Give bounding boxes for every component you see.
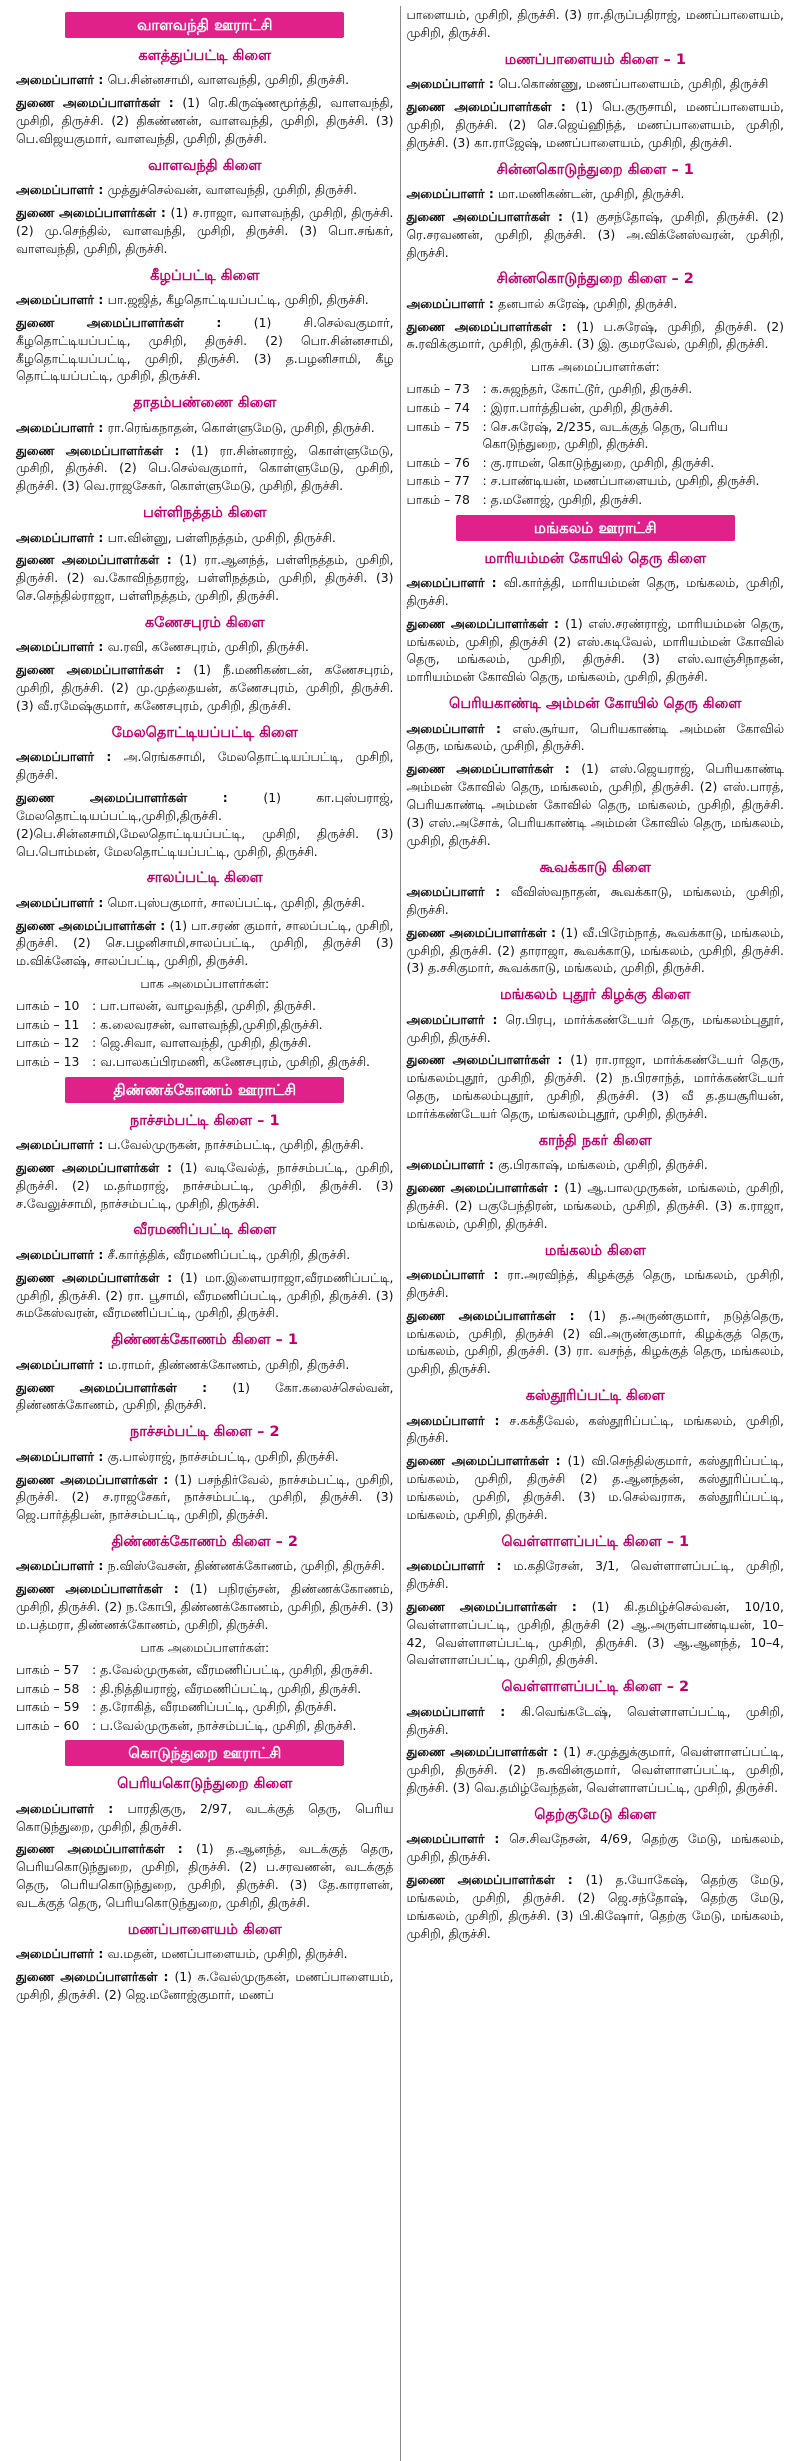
secretary-value: ம.ராமர், திண்ணக்கோணம், முசிறி, திருச்சி. xyxy=(107,1356,350,1372)
ward-row xyxy=(16,1698,394,1716)
deputies-value: (1) ப.சுரேஷ், முசிறி, திருச்சி. (2) சு.ரவிக்குமார், முசிறி, திருச்சி. (3) இ. குமரவேல், முசிறி, திருச்சி. xyxy=(406,318,784,352)
deputies-line xyxy=(16,442,394,496)
panchayat-heading: திண்ணக்கோணம் ஊராட்சி xyxy=(65,1077,344,1103)
deputies-line xyxy=(16,314,394,385)
secretary-line xyxy=(407,1703,785,1739)
secretary-value: ப.வேல்முருகன், நாச்சம்பட்டி, முசிறி, திருச்சி. xyxy=(107,1137,364,1153)
secretary-line xyxy=(16,1136,394,1154)
branch-section xyxy=(407,551,785,687)
ward-number: பாகம் – 12 xyxy=(16,1035,80,1051)
secretary-value: ரா.அரவிந்த், கிழக்குத் தெரு, மங்கலம், முசிறி, திருச்சி. xyxy=(406,1267,785,1300)
secretary-label: அமைப்பாளர் : xyxy=(406,720,513,736)
branch-section xyxy=(16,725,394,861)
ward-row xyxy=(16,1034,394,1052)
ward-number: பாகம் – 78 xyxy=(406,492,470,507)
secretary-line xyxy=(407,574,785,610)
secretary-label: அமைப்பாளர் : xyxy=(16,1558,108,1574)
deputies-label: துணை அமைப்பாளர்கள் : xyxy=(406,924,561,940)
deputies-value: (1) எஸ்.சரண்ராஜ், மாரியம்மன் தெரு, மங்கலம், முசிறி, திருச்சி (2) எஸ்.கடிவேல், மாரியம்மன் கோவில் தெரு, மங்கலம், முசிறி, திருச்சி. (3) எஸ்.வாஞ்சிநாதன், மாரியம்மன் கோவில் தெரு, மங்கலம், முசிறி, திருச்சி. xyxy=(406,615,784,685)
deputies-value: (1) ரா.சின்னராஜ், கொள்ளுமேடு, முசிறி, திருச்சி. (2) பெ.செல்வகுமார், கொள்ளுமேடு, முசிறி, திருச்சி. (3) வெ.ராஜசேகர், கொள்ளுமேடு, முசிறி, திருச்சி. xyxy=(16,442,394,494)
secretary-value: ரா.ரெங்கநாதன், கொள்ளுமேடு, முசிறி, திருச்சி. xyxy=(107,419,375,435)
branch-section xyxy=(407,1679,785,1797)
deputies-line xyxy=(16,1840,394,1911)
deputies-value: (1) ச.ராஜா, வாளவந்தி, முசிறி, திருச்சி. (2) மு.செந்தில், வாளவந்தி, முசிறி, திருச்சி. (3) பொ.சங்கர், வாளவந்தி, முசிறி, திருச்சி. xyxy=(16,205,394,256)
secretary-value: பாரதிகுரு, 2/97, வடக்குத் தெரு, பெரிய கொடுந்துறை, முசிறி, திருச்சி. xyxy=(16,1800,394,1834)
branch-section xyxy=(16,1332,394,1414)
branch-title: பள்ளிநத்தம் கிளை xyxy=(143,505,267,522)
ward-organizer: : இரா.பார்த்திபன், முசிறி, திருச்சி. xyxy=(482,399,674,415)
deputies-value: (1) ரா.ஆனந்த், பள்ளிநத்தம், முசிறி, திருச்சி. (2) வ.கோவிந்தராஜ், பள்ளிநத்தம், முசிறி, திருச்சி. (3) செ.செந்தில்ராஜா, பள்ளிநத்தம், முசிறி, திருச்சி. xyxy=(16,552,394,604)
branch-title: திண்ணக்கோணம் கிளை – 1 xyxy=(111,1332,298,1349)
branch-section xyxy=(407,1807,785,1943)
deputies-value: (1) நீ.மணிகண்டன், கணேசபுரம், முசிறி, திருச்சி. (2) மு.முத்தையன், கணேசபுரம், முசிறி, திருச்சி. (3) வீ.ரமேஷ்குமார், கணேசபுரம், முசிறி, திருச்சி. xyxy=(16,662,394,713)
ward-row xyxy=(16,1053,394,1071)
branch-title: மாரியம்மன் கோயில் தெரு கிளை xyxy=(484,550,707,567)
deputies-label: துணை அமைப்பாளர்கள் : xyxy=(16,1581,190,1597)
ward-number: பாகம் – 10 xyxy=(16,998,80,1014)
panchayat-heading: மங்கலம் ஊராட்சி xyxy=(456,515,735,541)
deputies-value: (1) வி.செந்தில்குமார், கஸ்தூரிப்பட்டி, மங்கலம், முசிறி, திருச்சி (2) த.ஆனந்தன், கஸ்தூரிப்பட்டி, மங்கலம், முசிறி, திருச்சி. (3) ம.செல்வராசு, கஸ்தூரிப்பட்டி, மங்கலம், முசிறி, திருச்சி. xyxy=(406,1453,785,1522)
deputies-line xyxy=(16,1580,394,1634)
deputies-line xyxy=(16,1159,394,1213)
secretary-line xyxy=(407,883,785,919)
ward-number: பாகம் – 75 xyxy=(406,418,470,434)
secretary-line xyxy=(16,1246,394,1264)
branch-title: கணேசபுரம் கிளை xyxy=(144,615,265,631)
secretary-value: மா.மணிகண்டன், முசிறி, திருச்சி. xyxy=(498,185,685,201)
branch-title: வெள்ளாளப்பட்டி கிளை – 1 xyxy=(501,1533,690,1550)
secretary-value: எஸ்.சூர்யா, பெரியகாண்டி அம்மன் கோவில் தெரு, மங்கலம், முசிறி, திருச்சி. xyxy=(406,720,784,754)
secretary-line xyxy=(16,181,394,199)
branch-section xyxy=(16,1534,394,1634)
deputies-label: துணை அமைப்பாளர்கள் : xyxy=(16,1269,181,1285)
branch-section xyxy=(407,1133,785,1233)
deputies-value: (1) ரெ.கிருஷ்ணமூர்த்தி, வாளவந்தி, முசிறி, திருச்சி. (2) திகண்ணன், வாளவந்தி, முசிறி, திருச்சி. (3) பெ.விஜயகுமார், வாளவந்தி, முசிறி, திருச்சி. xyxy=(16,95,394,146)
secretary-line xyxy=(407,295,785,313)
right-column xyxy=(401,6,791,2461)
deputies-label: துணை அமைப்பாளர்கள் : xyxy=(16,552,180,568)
deputies-value: (1) ச.முத்துக்குமார், வெள்ளாளப்பட்டி, முசிறி, திருச்சி. (2) ந.சுவின்குமார், வெள்ளாளப்பட்டி, முசிறி, திருச்சி. (3) வெ.தமிழ்வேந்தன், வெள்ளாளப்பட்டி, முசிறி, திருச்சி. xyxy=(406,1744,784,1796)
deputies-line xyxy=(407,208,785,262)
ward-number: பாகம் – 60 xyxy=(16,1717,80,1733)
secretary-value: அ.ரெங்கசாமி, மேலதொட்டியப்பட்டி, முசிறி, திருச்சி. xyxy=(16,749,394,783)
branch-title: தெற்குமேடு கிளை xyxy=(534,1806,657,1823)
branch-title: வாளவந்தி கிளை xyxy=(148,157,262,174)
ward-organizer: : தி.நித்தியராஜ், வீரமணிப்பட்டி, முசிறி, திருச்சி. xyxy=(92,1680,362,1696)
deputies-line xyxy=(407,1871,785,1942)
deputies-label: துணை அமைப்பாளர்கள் : xyxy=(16,442,191,458)
deputies-label: துணை அமைப்பாளர்கள் : xyxy=(16,917,170,933)
secretary-value: ரெ.பிரபு, மார்க்கண்டேயர் தெரு, மங்கலம்புதூர், முசிறி, திருச்சி. xyxy=(406,1011,784,1045)
secretary-label: அமைப்பாளர் : xyxy=(406,1267,508,1283)
branch-section xyxy=(16,1113,394,1213)
secretary-value: முத்துச்செல்வன், வாளவந்தி, முசிறி, திருச்சி. xyxy=(107,182,358,198)
secretary-label: அமைப்பாளர் : xyxy=(406,1703,521,1719)
ward-organizer: : செ.சுரேஷ், 2/235, வடக்குத் தெரு, பெரிய கொடுந்துறை, முசிறி, திருச்சி. xyxy=(482,418,728,452)
ward-organizer: : ச.பாண்டியன், மணப்பாளையம், முசிறி, திருச்சி. xyxy=(482,473,760,489)
secretary-value: மொ.புஸ்பகுமார், சாலப்பட்டி, முசிறி, திருச்சி. xyxy=(107,894,365,910)
deputies-line xyxy=(407,318,785,354)
secretary-line xyxy=(16,291,394,309)
deputies-label: துணை அமைப்பாளர்கள் : xyxy=(16,662,194,678)
deputies-line xyxy=(407,1307,785,1378)
deputies-line xyxy=(407,615,785,686)
secretary-label: அமைப்பாளர் : xyxy=(406,1011,506,1027)
secretary-value: தனபால் சுரேஷ், முசிறி, திருச்சி. xyxy=(498,295,678,311)
ward-organizer: : த.வேல்முருகன், வீரமணிப்பட்டி, முசிறி, திருச்சி. xyxy=(92,1661,373,1677)
ward-organizers-title: பாக அமைப்பாளர்கள்: xyxy=(140,1639,270,1655)
deputies-label: துணை அமைப்பாளர்கள் : xyxy=(16,1379,233,1395)
ward-row xyxy=(407,399,785,417)
deputies-value: (1) வடிவேல்த், நாச்சம்பட்டி, முசிறி, திருச்சி. (2) ம.தர்மராஜ், நாச்சம்பட்டி, முசிறி, திருச்சி. (3) ச.வேலுச்சாமி, நாச்சம்பட்டி, முசிறி, திருச்சி. xyxy=(16,1159,394,1211)
secretary-value: கு.பிரகாஷ், மங்கலம், முசிறி, திருச்சி. xyxy=(498,1157,708,1173)
secretary-value: ச.கக்தீவேல், கஸ்தூரிப்பட்டி, மங்கலம், முசிறி, திருச்சி. xyxy=(406,1412,784,1446)
deputies-value: (1) எஸ்.ஜெயராஜ், பெரியகாண்டி அம்மன் கோவில் தெரு, மங்கலம், முசிறி, திருச்சி. (2) எஸ்.பாரத், பெரியகாண்டி அம்மன் கோவில் தெரு, மங்கலம், முசிறி, திருச்சி. (3) எஸ்.அசோக், பெரியகாண்டி அம்மன் கோவில் தெரு, மங்கலம், முசிறி, திருச்சி. xyxy=(406,761,784,848)
ward-number: பாகம் – 76 xyxy=(406,454,470,470)
branch-section xyxy=(407,1534,785,1670)
ward-organizers xyxy=(16,976,394,1070)
branch-section xyxy=(407,1243,785,1379)
branch-title: மங்கலம் புதூர் கிழக்கு கிளை xyxy=(500,987,691,1004)
deputies-line xyxy=(16,551,394,605)
deputies-value: (1) த.யோகேஷ், தெற்கு மேடு, மங்கலம், முசிறி, திருச்சி. (2) ஜெ.சந்தோஷ், தெற்கு மேடு, மங்கலம், முசிறி, திருச்சி. (3) பி.கிஷோர், தெற்கு மேடு, மங்கலம், முசிறி, திருச்சி. xyxy=(406,1872,784,1941)
branch-section xyxy=(407,987,785,1123)
secretary-label: அமைப்பாளர் : xyxy=(16,1137,108,1153)
ward-number: பாகம் – 73 xyxy=(406,381,470,397)
deputies-label: துணை அமைப்பாளர்கள் : xyxy=(406,1744,564,1760)
branch-section xyxy=(407,271,785,353)
secretary-value: சீ.கார்த்திக், வீரமணிப்பட்டி, முசிறி, திருச்சி. xyxy=(107,1246,351,1262)
ward-number: பாகம் – 13 xyxy=(16,1054,80,1070)
deputies-value: (1) பெ.குருசாமி, மணப்பாளையம், முசிறி, திருச்சி. (2) செ.ஜெய்ஹிந்த், மணப்பாளையம், முசிறி, திருச்சி. (3) கா.ராஜேஷ், மணப்பாளையம், முசிறி, திருச்சி. xyxy=(406,98,784,150)
secretary-label: அமைப்பாளர் : xyxy=(16,1448,108,1464)
secretary-label: அமைப்பாளர் : xyxy=(16,749,124,765)
branch-section xyxy=(16,268,394,386)
branch-section xyxy=(16,1776,394,1912)
branch-title: சின்னகொடுந்துறை கிளை – 2 xyxy=(496,271,694,288)
secretary-value: ம.கதிரேசன், 3/1, வெள்ளாளப்பட்டி, முசிறி, திருச்சி. xyxy=(406,1558,784,1591)
secretary-value: ந.விஸ்வேசன், திண்ணக்கோணம், முசிறி, திருச்சி. xyxy=(107,1558,385,1574)
secretary-line xyxy=(16,419,394,437)
secretary-label: அமைப்பாளர் : xyxy=(16,182,108,198)
secretary-line xyxy=(16,1356,394,1374)
ward-organizer: : பா.பாலன், வாழவந்தி, முசிறி, திருச்சி. xyxy=(92,998,316,1014)
deputies-label: துணை அமைப்பாளர்கள் : xyxy=(16,1969,175,1985)
deputies-label: துணை அமைப்பாளர்கள் : xyxy=(406,98,576,114)
secretary-label: அமைப்பாளர் : xyxy=(16,1356,108,1372)
secretary-line xyxy=(407,185,785,203)
secretary-line xyxy=(16,71,394,89)
deputies-value: (1) சு.வேல்முருகன், மணப்பாளையம், முசிறி, திருச்சி. (2) ஜெ.மனோஜ்குமார், மணப் xyxy=(16,1969,394,2003)
deputies-label: துணை அமைப்பாளர்கள் : xyxy=(406,761,582,777)
secretary-line xyxy=(16,894,394,912)
branch-section xyxy=(16,1222,394,1322)
deputies-line xyxy=(407,760,785,849)
ward-row xyxy=(407,491,785,509)
branch-section xyxy=(407,1388,785,1524)
secretary-value: வ.மதன், மணப்பாளையம், முசிறி, திருச்சி. xyxy=(107,1946,348,1962)
secretary-label: அமைப்பாளர் : xyxy=(16,1246,108,1262)
branch-section xyxy=(16,395,394,495)
ward-number: பாகம் – 77 xyxy=(406,473,470,489)
deputies-label: துணை அமைப்பாளர்கள் : xyxy=(406,1180,565,1196)
deputies-label: துணை அமைப்பாளர்கள் : xyxy=(16,205,171,221)
ward-organizers xyxy=(16,1640,394,1734)
ward-row xyxy=(407,472,785,490)
secretary-value: வீவிஸ்வநாதன், கூவக்காடு, மங்கலம், முசிறி, திருச்சி. xyxy=(406,883,784,917)
ward-row xyxy=(407,380,785,398)
branch-section xyxy=(407,696,785,849)
panchayat-heading: கொடுந்துறை ஊராட்சி xyxy=(65,1740,344,1766)
deputies-value: (1) குசந்தோஷ், முசிறி, திருச்சி. (2) ரெ.சரவணன், முசிறி, திருச்சி. (3) அ.விக்னேஸ்வரன், முசிறி, திருச்சி. xyxy=(406,208,784,260)
ward-number: பாகம் – 59 xyxy=(16,1699,80,1715)
branch-title: மேலதொட்டியப்பட்டி கிளை xyxy=(111,724,298,741)
deputies-line xyxy=(16,661,394,715)
deputies-line xyxy=(16,789,394,860)
secretary-value: கி.வெங்கடேஷ், வெள்ளாளப்பட்டி, முசிறி, திருச்சி. xyxy=(406,1703,784,1737)
branch-section xyxy=(16,870,394,970)
secretary-line xyxy=(407,1830,785,1866)
deputies-label: துணை அமைப்பாளர்கள் : xyxy=(406,208,572,224)
secretary-line xyxy=(407,1156,785,1174)
ward-organizer: : த.ரோகித், வீரமணிப்பட்டி, முசிறி, திருச்சி. xyxy=(92,1699,337,1715)
secretary-label: அமைப்பாளர் : xyxy=(16,292,108,308)
deputies-line xyxy=(407,1598,785,1669)
deputies-label: துணை அமைப்பாளர்கள் : xyxy=(406,318,577,334)
deputies-value: (1) பா.சரண் குமார், சாலப்பட்டி, முசிறி, திருச்சி. (2) செ.பழனிசாமி,சாலப்பட்டி, முசிறி, திருச்சி (3) ம.விக்னேஷ், சாலப்பட்டி, முசிறி, திருச்சி. xyxy=(16,917,394,969)
secretary-label: அமைப்பாளர் : xyxy=(406,295,499,311)
branch-title: பெரியகொடுந்துறை கிளை xyxy=(117,1776,293,1793)
ward-row xyxy=(407,418,785,453)
secretary-line xyxy=(16,748,394,784)
branch-section xyxy=(407,52,785,152)
ward-organizer: : ப.வேல்முருகன், நாச்சம்பட்டி, முசிறி, திருச்சி. xyxy=(92,1717,357,1733)
deputies-label: துணை அமைப்பாளர்கள் : xyxy=(16,1471,175,1487)
deputies-line xyxy=(16,1379,394,1415)
branch-title: மணப்பாளையம் கிளை – 1 xyxy=(504,51,686,68)
ward-organizers-title: பாக அமைப்பாளர்கள்: xyxy=(530,359,660,375)
deputies-label: துணை அமைப்பாளர்கள் : xyxy=(406,1598,592,1614)
ward-organizer: : ஜெ.சிவா, வாளவந்தி, முசிறி, திருச்சி. xyxy=(92,1035,312,1051)
branch-section xyxy=(16,158,394,258)
secretary-line xyxy=(407,75,785,93)
secretary-line xyxy=(407,1266,785,1302)
ward-row xyxy=(16,1016,394,1034)
secretary-label: அமைப்பாளர் : xyxy=(406,76,499,92)
deputies-value: (1) கா.புஸ்பராஜ், மேலதொட்டியப்பட்டி,முசிறி,திருச்சி.(2)பெ.சின்னசாமி,மேலதொட்டியப்பட்டி, முசிறி, திருச்சி. (3) பெ.பொம்மன், மேலதொட்டியப்பட்டி, முசிறி, திருச்சி. xyxy=(16,789,394,859)
deputies-value: (1) த.ஆனந்த், வடக்குத் தெரு, பெரியகொடுந்துறை, முசிறி, திருச்சி. (2) ப.சரவணன், வடக்குத் தெரு, பெரியகொடுந்துறை, முசிறி, திருச்சி. (3) தே.காராளன், வடக்குத் தெரு, பெரியகொடுந்துறை, முசிறி, திருச்சி. xyxy=(16,1841,394,1911)
deputies-value: (1) சி.செல்வகுமார், கீழதொட்டியப்பட்டி, முசிறி, திருச்சி. (2) பொ.சின்னசாமி, கீழதொட்டியப்பட்டி, முசிறி, திருச்சி. (3) த.பழனிசாமி, கீழ தொட்டியப்பட்டி, முசிறி, திருச்சி. xyxy=(16,314,394,384)
branch-title: மங்கலம் கிளை xyxy=(544,1242,646,1259)
secretary-label: அமைப்பாளர் : xyxy=(16,529,108,545)
deputies-line xyxy=(407,98,785,152)
ward-number: பாகம் – 11 xyxy=(16,1016,80,1032)
deputies-line xyxy=(16,1471,394,1525)
secretary-label: அமைப்பாளர் : xyxy=(406,1558,514,1574)
branch-title: சின்னகொடுந்துறை கிளை – 1 xyxy=(496,161,694,178)
secretary-value: பெ.சின்னசாமி, வாளவந்தி, முசிறி, திருச்சி. xyxy=(107,72,350,88)
secretary-value: கு.பால்ராஜ், நாச்சம்பட்டி, முசிறி, திருச்சி. xyxy=(107,1448,339,1464)
secretary-value: பா.வின்னு, பள்ளிநத்தம், முசிறி, திருச்சி. xyxy=(107,529,336,545)
secretary-line xyxy=(16,529,394,547)
branch-section xyxy=(16,505,394,605)
ward-organizers xyxy=(407,359,785,508)
branch-title: பெரியகாண்டி அம்மன் கோயில் தெரு கிளை xyxy=(449,696,742,713)
secretary-value: பா.ஜஜித், கீழதொட்டியப்பட்டி, முசிறி, திருச்சி. xyxy=(107,292,369,308)
deputies-line xyxy=(407,1743,785,1797)
deputies-label: துணை அமைப்பாளர்கள் : xyxy=(16,1159,180,1175)
secretary-line xyxy=(16,638,394,656)
secretary-label: அமைப்பாளர் : xyxy=(16,1800,128,1816)
deputies-line xyxy=(407,1179,785,1233)
branch-title: நாச்சம்பட்டி கிளை – 2 xyxy=(129,1424,280,1441)
branch-title: களத்துப்பட்டி கிளை xyxy=(138,48,272,64)
secretary-line xyxy=(407,720,785,756)
deputies-value: (1) பசந்திர்வேல், நாச்சம்பட்டி, முசிறி, திருச்சி. (2) ச.ராஜசேகர், நாச்சம்பட்டி, முசிறி, திருச்சி. (3) ஜெ.பார்த்திபன், நாச்சம்பட்டி, முசிறி, திருச்சி. xyxy=(16,1471,394,1523)
deputies-label: துணை அமைப்பாளர்கள் : xyxy=(16,314,254,330)
secretary-label: அமைப்பாளர் : xyxy=(16,894,108,910)
ward-organizer: : வ.பாலகப்பிரமணி, கணேசபுரம், முசிறி, திருச்சி. xyxy=(92,1054,370,1070)
branch-section xyxy=(16,1424,394,1524)
deputies-line xyxy=(407,1051,785,1122)
deputies-line xyxy=(16,1968,394,2004)
deputies-line xyxy=(407,924,785,978)
deputies-label: துணை அமைப்பாளர்கள் : xyxy=(16,95,183,111)
branch-title: திண்ணக்கோணம் கிளை – 2 xyxy=(111,1534,298,1551)
branch-title: கூவக்காடு கிளை xyxy=(539,859,651,876)
secretary-line xyxy=(407,1557,785,1593)
panchayat-heading: வாளவந்தி ஊராட்சி xyxy=(65,12,344,38)
secretary-label: அமைப்பாளர் : xyxy=(406,1412,510,1428)
deputies-line xyxy=(16,204,394,258)
secretary-label: அமைப்பாளர் : xyxy=(406,883,511,899)
ward-number: பாகம் – 57 xyxy=(16,1661,80,1677)
deputies-value: (1) கி.தமிழ்ச்செல்வன், 10/10, வெள்ளாளப்பட்டி, முசிறி, திருச்சி (2) ஆ.அருள்பாண்டியன், 10–42, வெள்ளாளப்பட்டி, முசிறி, திருச்சி. (3) ஆ.ஆனந்த், 10–4, வெள்ளாளப்பட்டி, முசிறி, திருச்சி. xyxy=(406,1598,784,1668)
deputies-line xyxy=(16,94,394,148)
secretary-label: அமைப்பாளர் : xyxy=(16,1946,108,1962)
ward-organizer: : க.லைவரசன், வாளவந்தி,முசிறி,திருச்சி. xyxy=(92,1016,323,1032)
branch-title: மணப்பாளையம் கிளை xyxy=(127,1921,282,1938)
branch-title: கஸ்தூரிப்பட்டி கிளை xyxy=(525,1388,665,1405)
deputies-value: (1) பநிரஞ்சன், திண்ணக்கோணம், முசிறி, திருச்சி. (2) ந.கோபி, திண்ணக்கோணம், முசிறி, திருச்சி. (3) ம.பத்மரா, திண்ணக்கோணம், முசிறி, திருச்சி. xyxy=(16,1581,394,1633)
branch-title: நாச்சம்பட்டி கிளை – 1 xyxy=(129,1112,280,1129)
secretary-line xyxy=(407,1412,785,1448)
deputies-value: (1) வீ.பிரேம்நாத், கூவக்காடு, மங்கலம், முசிறி, திருச்சி. (2) தாராஜா, கூவக்காடு, மங்கலம், முசிறி, திருச்சி. (3) த.சசிகுமார், கூவக்காடு, மங்கலம், முசிறி, திருச்சி. xyxy=(406,924,784,976)
deputies-label: துணை அமைப்பாளர்கள் : xyxy=(406,1307,589,1323)
branch-section xyxy=(16,615,394,715)
ward-row xyxy=(16,1717,394,1735)
deputies-value: (1) மா.இளையராஜா,வீரமணிப்பட்டி, முசிறி, திருச்சி. (2) ரா. பூசாமி, வீரமணிப்பட்டி, முசிறி, திருச்சி. (3) சுமகேஸ்வரன், வீரமணிப்பட்டி, முசிறி, திருச்சி. xyxy=(16,1269,394,1321)
deputies-label: துணை அமைப்பாளர்கள் : xyxy=(406,1052,571,1068)
ward-organizer: : கு.ராமன், கொடுந்துறை, முசிறி, திருச்சி. xyxy=(482,454,715,470)
ward-row xyxy=(16,997,394,1015)
deputies-value: (1) ஆ.பாலமுருகன், மங்கலம், முசிறி, திருச்சி. (2) பகுபேந்திரன், மங்கலம், முசிறி, திருச்சி. (3) க.ராஜா, மங்கலம், முசிறி, திருச்சி. xyxy=(406,1180,784,1231)
deputies-label: துணை அமைப்பாளர்கள் : xyxy=(406,615,566,631)
branch-section xyxy=(407,860,785,978)
deputies-line xyxy=(16,1269,394,1323)
secretary-value: செ.சிவநேசன், 4/69, தெற்கு மேடு, மங்கலம், முசிறி, திருச்சி. xyxy=(406,1831,784,1865)
secretary-label: அமைப்பாளர் : xyxy=(16,419,108,435)
ward-organizer: : க.சுஜந்தர், கோட்டூர், முசிறி, திருச்சி. xyxy=(482,381,693,397)
branch-title: வீரமணிப்பட்டி கிளை xyxy=(133,1222,277,1239)
deputies-line xyxy=(407,1452,785,1523)
ward-number: பாகம் – 58 xyxy=(16,1680,80,1696)
deputies-value: (1) கோ.கலைச்செல்வன், திண்ணக்கோணம், முசிறி, திருச்சி. xyxy=(16,1379,394,1413)
secretary-value: பெ.கொண்ணு, மணப்பாளையம், முசிறி, திருச்சி xyxy=(498,76,769,92)
branch-section xyxy=(407,162,785,262)
branch-title: சாலப்பட்டி கிளை xyxy=(146,870,263,887)
deputies-value: (1) ரா.ராஜா, மார்க்கண்டேயர் தெரு, மங்கலம்புதூர், முசிறி, திருச்சி. (2) ந.பிரசாந்த், மார்க்கண்டேயர் தெரு, மங்கலம்புதூர், முசிறி, திருச்சி. (3) வீ த.தயசூரியன், மார்க்கண்டேயர் தெரு, மங்கலம்புதூர், முசிறி, திருச்சி. xyxy=(406,1052,785,1121)
branch-section xyxy=(16,1922,394,2004)
secretary-label: அமைப்பாளர் : xyxy=(16,72,108,88)
secretary-value: வி.கார்த்தி, மாரியம்மன் தெரு, மங்கலம், முசிறி, திருச்சி. xyxy=(406,575,784,608)
deputies-label: துணை அமைப்பாளர்கள் : xyxy=(406,1453,568,1469)
secretary-line xyxy=(407,1011,785,1047)
ward-organizers-title: பாக அமைப்பாளர்கள்: xyxy=(140,976,270,992)
deputies-line xyxy=(16,917,394,971)
branch-title: காந்தி நகர் கிளை xyxy=(538,1132,652,1149)
secretary-line xyxy=(16,1448,394,1466)
continued-text: பாளையம், முசிறி, திருச்சி. (3) ரா.திருப்பதிராஜ், மணப்பாளையம், முசிறி, திருச்சி. xyxy=(406,7,784,40)
secretary-label: அமைப்பாளர் : xyxy=(406,1831,510,1847)
deputies-label: துணை அமைப்பாளர்கள் : xyxy=(16,789,264,805)
ward-row xyxy=(16,1680,394,1698)
ward-number: பாகம் – 74 xyxy=(406,399,470,415)
secretary-label: அமைப்பாளர் : xyxy=(406,575,504,590)
secretary-value: வ.ரவி, கணேசபுரம், முசிறி, திருச்சி. xyxy=(107,639,309,655)
deputies-label: துணை அமைப்பாளர்கள் : xyxy=(16,1841,196,1857)
branch-section xyxy=(16,48,394,148)
secretary-line xyxy=(16,1945,394,1963)
ward-row xyxy=(16,1661,394,1679)
secretary-line xyxy=(16,1557,394,1575)
secretary-label: அமைப்பாளர் : xyxy=(406,185,499,201)
ward-row xyxy=(407,454,785,472)
branch-title: வெள்ளாளப்பட்டி கிளை – 2 xyxy=(501,1679,690,1696)
secretary-label: அமைப்பாளர் : xyxy=(406,1157,499,1173)
branch-title: கீழப்பட்டி கிளை xyxy=(150,267,260,284)
left-column xyxy=(10,6,401,2461)
branch-title: தாதம்பண்ணை கிளை xyxy=(133,395,277,412)
ward-organizer: : த.மனோஜ், முசிறி, திருச்சி. xyxy=(482,492,643,507)
secretary-line xyxy=(16,1800,394,1836)
secretary-label: அமைப்பாளர் : xyxy=(16,639,108,655)
deputies-label: துணை அமைப்பாளர்கள் : xyxy=(406,1872,586,1888)
deputies-value: (1) த.அருண்குமார், நடுத்தெரு, மங்கலம், முசிறி, திருச்சி (2) வி.அருண்குமார், கிழக்குத் தெரு, மங்கலம், முசிறி, திருச்சி. (3) ரா. வசந்த், கிழக்குத் தெரு, மங்கலம், முசிறி, திருச்சி. xyxy=(406,1307,784,1377)
